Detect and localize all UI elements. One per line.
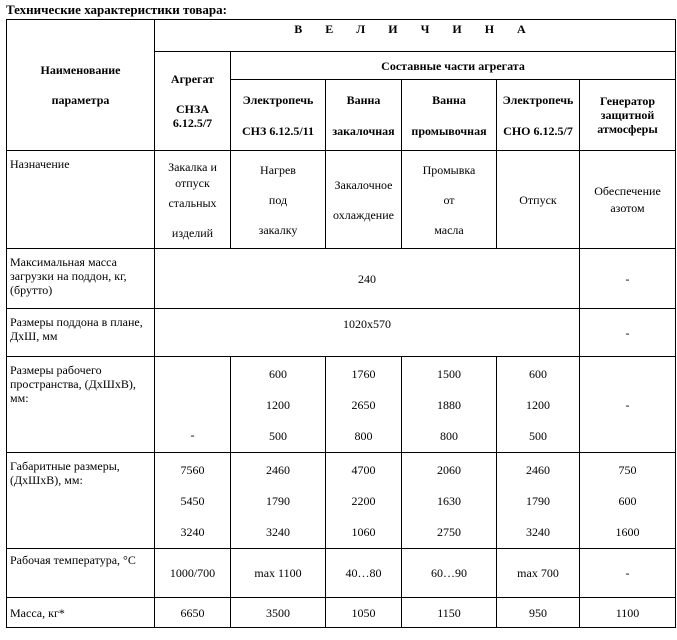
cell-purpose-bath1 <box>326 151 402 249</box>
header-bath1-l2: закалочная <box>332 123 395 138</box>
row-label-work-temp: Рабочая температура, °С <box>7 549 155 598</box>
cell-purpose-furnace1 <box>231 151 326 249</box>
header-furnace2-l2: СНО 6.12.5/7 <box>503 123 573 138</box>
cell-line: Промывка <box>422 162 476 177</box>
cell-pallet-size-value: 1020x570 <box>155 309 580 357</box>
cell-line: 600 <box>618 493 637 508</box>
table-row <box>7 453 676 549</box>
cell-overall-size-bath1 <box>326 453 402 549</box>
row-label-purpose: Назначение <box>7 151 155 249</box>
table-row <box>7 549 676 598</box>
row-label-mass: Масса, кг* <box>7 598 155 628</box>
cell-purpose-furnace2: Отпуск <box>497 151 580 249</box>
header-bath2-l2: промывочная <box>411 123 487 138</box>
cell-line: 1200 <box>266 397 290 412</box>
cell-line: 2060 <box>437 462 461 477</box>
cell-work-temp-generator: - <box>580 549 676 598</box>
cell-line: закалку <box>258 222 298 237</box>
cell-line: 1760 <box>351 366 376 381</box>
cell-mass-aggregate: 6650 <box>155 598 231 628</box>
cell-line: 600 <box>529 366 547 381</box>
cell-line: Закалочное <box>334 177 393 192</box>
cell-work-temp-bath2: 60…90 <box>402 549 497 598</box>
cell-line: 1200 <box>526 397 550 412</box>
header-bath2-l1: Ванна <box>432 92 466 107</box>
header-furnace1-l2: СНЗ 6.12.5/11 <box>241 123 314 138</box>
header-aggregate-l1: Агрегат <box>170 72 215 86</box>
cell-mass-furnace1: 3500 <box>231 598 326 628</box>
cell-line: 1790 <box>266 493 290 508</box>
cell-mass-furnace2: 950 <box>497 598 580 628</box>
header-furnace2-l1: Электропечь <box>502 92 574 107</box>
header-generator-l1: Генератор <box>599 94 656 108</box>
cell-overall-size-furnace2 <box>497 453 580 549</box>
cell-work-space-aggregate: - <box>155 357 231 453</box>
cell-mass-generator: 1100 <box>580 598 676 628</box>
cell-pallet-size-generator: - <box>580 309 676 357</box>
cell-work-space-bath1 <box>326 357 402 453</box>
cell-line: 500 <box>529 428 547 443</box>
header-bath1 <box>326 80 402 151</box>
cell-purpose-generator <box>580 151 676 249</box>
row-label-max-mass: Максимальная масса загрузки на поддон, кг, (брутто) <box>7 249 155 309</box>
cell-line: 3240 <box>180 524 205 539</box>
cell-overall-size-generator <box>580 453 676 549</box>
header-furnace2 <box>497 80 580 151</box>
cell-line: 4700 <box>351 462 376 477</box>
cell-line: 1790 <box>526 493 550 508</box>
header-aggregate-l2: СНЗА <box>176 102 209 116</box>
cell-line: Нагрев <box>260 162 296 177</box>
cell-line: стальных <box>168 195 217 210</box>
cell-line: 2460 <box>526 462 550 477</box>
cell-line: 3240 <box>266 524 290 539</box>
header-param-name-l2: параметра <box>51 93 110 107</box>
header-aggregate-l3: 6.12.5/7 <box>172 116 213 130</box>
cell-line: охлаждение <box>333 207 394 222</box>
cell-max-mass-generator: - <box>580 249 676 309</box>
cell-line: 800 <box>354 428 373 443</box>
cell-line: под <box>268 192 288 207</box>
cell-mass-bath2: 1150 <box>402 598 497 628</box>
cell-purpose-bath2 <box>402 151 497 249</box>
cell-line: 1600 <box>615 524 640 539</box>
cell-work-temp-furnace1: max 1100 <box>231 549 326 598</box>
header-furnace1 <box>231 80 326 151</box>
cell-line: 500 <box>269 428 287 443</box>
cell-overall-size-aggregate <box>155 453 231 549</box>
cell-line: 1880 <box>437 397 461 412</box>
cell-work-temp-furnace2: max 700 <box>497 549 580 598</box>
cell-line: изделий <box>171 225 214 240</box>
cell-line: 2750 <box>437 524 461 539</box>
cell-line: 1630 <box>437 493 461 508</box>
header-furnace1-l1: Электропечь <box>242 92 314 107</box>
cell-overall-size-furnace1 <box>231 453 326 549</box>
cell-overall-size-bath2 <box>402 453 497 549</box>
header-param-name-l1: Наименование <box>40 63 121 77</box>
table-row <box>7 598 676 628</box>
cell-line: 5450 <box>180 493 205 508</box>
cell-line: 1500 <box>437 366 461 381</box>
cell-line: 7560 <box>180 462 205 477</box>
header-generator-l2: защитной <box>600 108 655 122</box>
cell-line: 3240 <box>526 524 550 539</box>
cell-max-mass-value: 240 <box>155 249 580 309</box>
cell-line: 800 <box>440 428 458 443</box>
cell-work-temp-aggregate: 1000/700 <box>155 549 231 598</box>
cell-line: от <box>443 192 455 207</box>
table-row <box>7 249 676 309</box>
row-label-pallet-size: Размеры поддона в плане, ДхШ, мм <box>7 309 155 357</box>
header-bath1-l1: Ванна <box>346 92 381 107</box>
table-row <box>7 151 676 249</box>
cell-work-temp-bath1: 40…80 <box>326 549 402 598</box>
cell-line: Закалка и <box>168 159 217 174</box>
cell-line: Обеспечение <box>594 184 661 198</box>
cell-line: 2460 <box>266 462 290 477</box>
row-label-work-space: Размеры рабочего пространства, (ДхШхВ), мм: <box>7 357 155 453</box>
table-caption: Технические характеристики товара: <box>6 2 227 17</box>
header-generator-l3: атмосферы <box>597 122 658 136</box>
spec-table <box>6 19 676 628</box>
cell-line: 1060 <box>351 524 376 539</box>
table-row <box>7 357 676 453</box>
header-value-title: В Е Л И Ч И Н А <box>155 20 676 52</box>
cell-line: 2200 <box>351 493 376 508</box>
table-row <box>7 309 676 357</box>
cell-line: 600 <box>269 366 287 381</box>
header-bath2 <box>402 80 497 151</box>
header-components-title: Составные части агрегата <box>231 52 676 80</box>
cell-work-space-generator: - <box>580 357 676 453</box>
cell-line: отпуск <box>175 175 210 190</box>
header-param-name <box>7 20 155 151</box>
row-label-overall-size: Габаритные размеры, (ДхШхВ), мм: <box>7 453 155 549</box>
cell-work-space-furnace2 <box>497 357 580 453</box>
cell-purpose-aggregate <box>155 151 231 249</box>
cell-line: 2650 <box>351 397 376 412</box>
cell-work-space-furnace1 <box>231 357 326 453</box>
cell-work-space-bath2 <box>402 357 497 453</box>
header-generator <box>580 80 676 151</box>
cell-line: масла <box>434 222 464 237</box>
cell-line: 750 <box>618 462 637 477</box>
cell-line: азотом <box>610 201 645 215</box>
cell-mass-bath1: 1050 <box>326 598 402 628</box>
header-aggregate <box>155 52 231 151</box>
